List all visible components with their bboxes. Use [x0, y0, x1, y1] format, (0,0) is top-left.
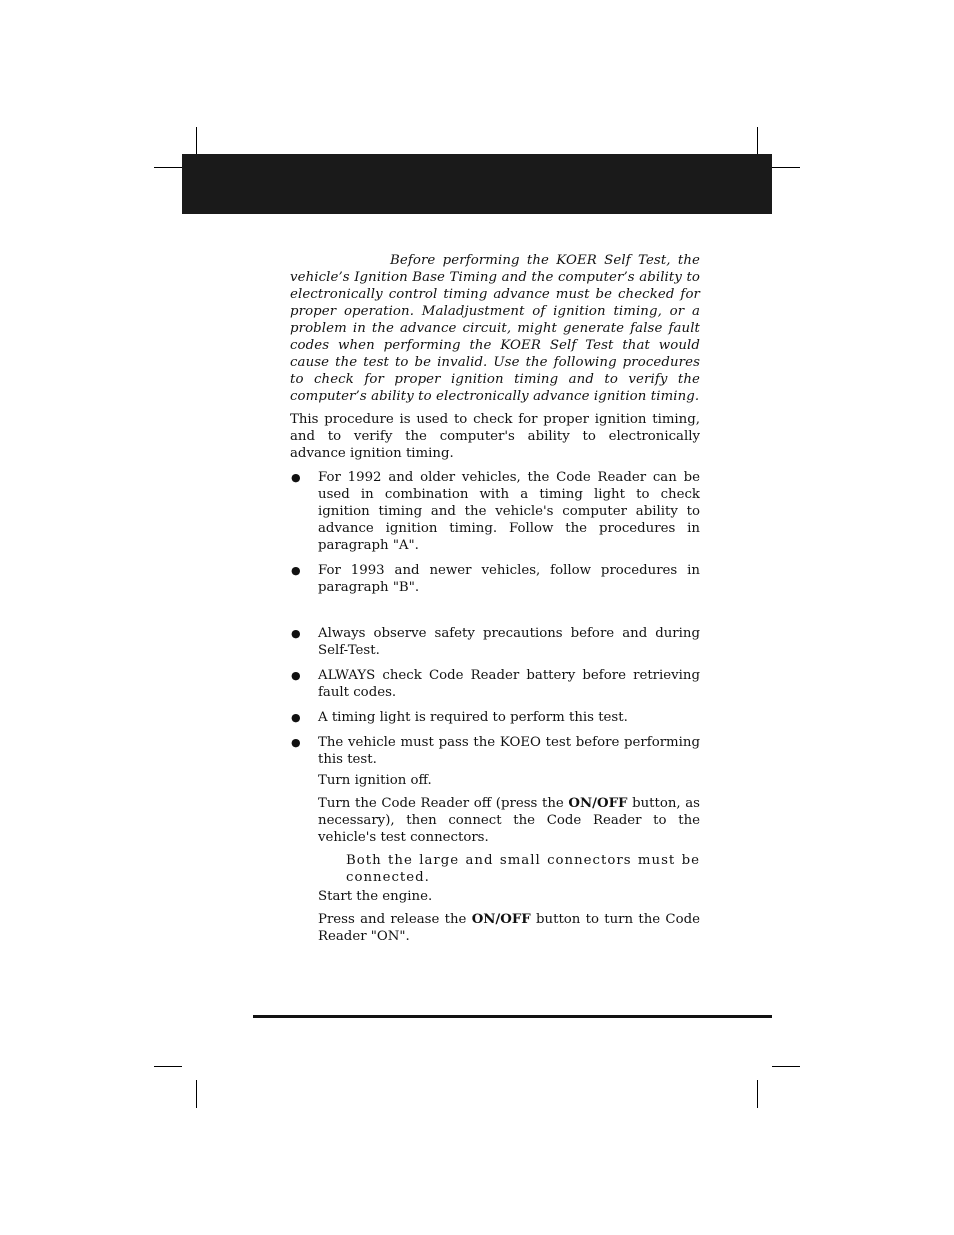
crop-mark-bottom-right-vertical: [757, 1080, 758, 1108]
step-turn-on-code-reader: [290, 911, 700, 945]
list-item: ● ALWAYS check Code Reader battery before retrieving fault codes.: [290, 667, 700, 701]
crop-mark-top-right-horizontal: [772, 167, 800, 168]
on-off-button-label: ON/OFF: [471, 912, 531, 927]
purpose-paragraph: This procedure is used to check for proper ignition timing, and to verify the computer's ability to electronically advance ignition timing.: [290, 412, 700, 461]
step-text: button to turn the Code Reader "ON".: [318, 912, 700, 944]
crop-mark-top-right-vertical: [757, 127, 758, 154]
page-content: [290, 252, 700, 951]
crop-mark-bottom-left-vertical: [196, 1080, 197, 1108]
crop-mark-bottom-right-horizontal: [772, 1066, 800, 1067]
list-item: ● A timing light is required to perform this test.: [290, 709, 700, 726]
on-off-button-label: ON/OFF: [568, 796, 628, 811]
crop-mark-top-left-horizontal: [154, 167, 182, 168]
step-text: button, as necessary), then connect the Code Reader to the vehicle's test connectors.: [318, 796, 701, 845]
step-turn-ignition-off: Turn ignition off.: [318, 773, 432, 788]
crop-mark-top-left-vertical: [196, 127, 197, 154]
crop-mark-bottom-left-horizontal: [154, 1066, 182, 1067]
step-start-engine: Start the engine.: [318, 889, 433, 904]
footer-rule: [253, 1015, 772, 1018]
step-text: Press and release the: [318, 912, 472, 927]
header-bar: [182, 154, 772, 214]
step-connect-code-reader: [290, 795, 700, 846]
list-item: ● For 1993 and newer vehicles, follow procedures in paragraph "B".: [290, 562, 700, 596]
intro-paragraph: Before performing the KOER Self Test, the vehicle’s Ignition Base Timing and the computer’s ability to electronically control timing advance must be checked for proper operation. Maladjustment of ignition timing, or a problem in the advance circuit, might generate false fault codes when performing the KOER Self Test that would cause the test to be invalid. Use the following procedures to check for proper ignition timing and to verify the computer’s ability to electronically advance ignition timing.: [290, 253, 700, 404]
list-item: ● Always observe safety precautions before and during Self-Test.: [290, 625, 700, 659]
connector-note: Both the large and small connectors must be connected.: [346, 853, 700, 885]
list-item: ● The vehicle must pass the KOEO test before performing this test.: [290, 734, 700, 768]
step-text: Turn the Code Reader off (press the: [318, 796, 569, 811]
section-gap: [290, 604, 700, 625]
list-item: ● For 1992 and older vehicles, the Code Reader can be used in combination with a timing light to check ignition timing and the vehicle's computer ability to advance ignition timing. Follow the procedures in paragraph "A".: [290, 469, 700, 554]
